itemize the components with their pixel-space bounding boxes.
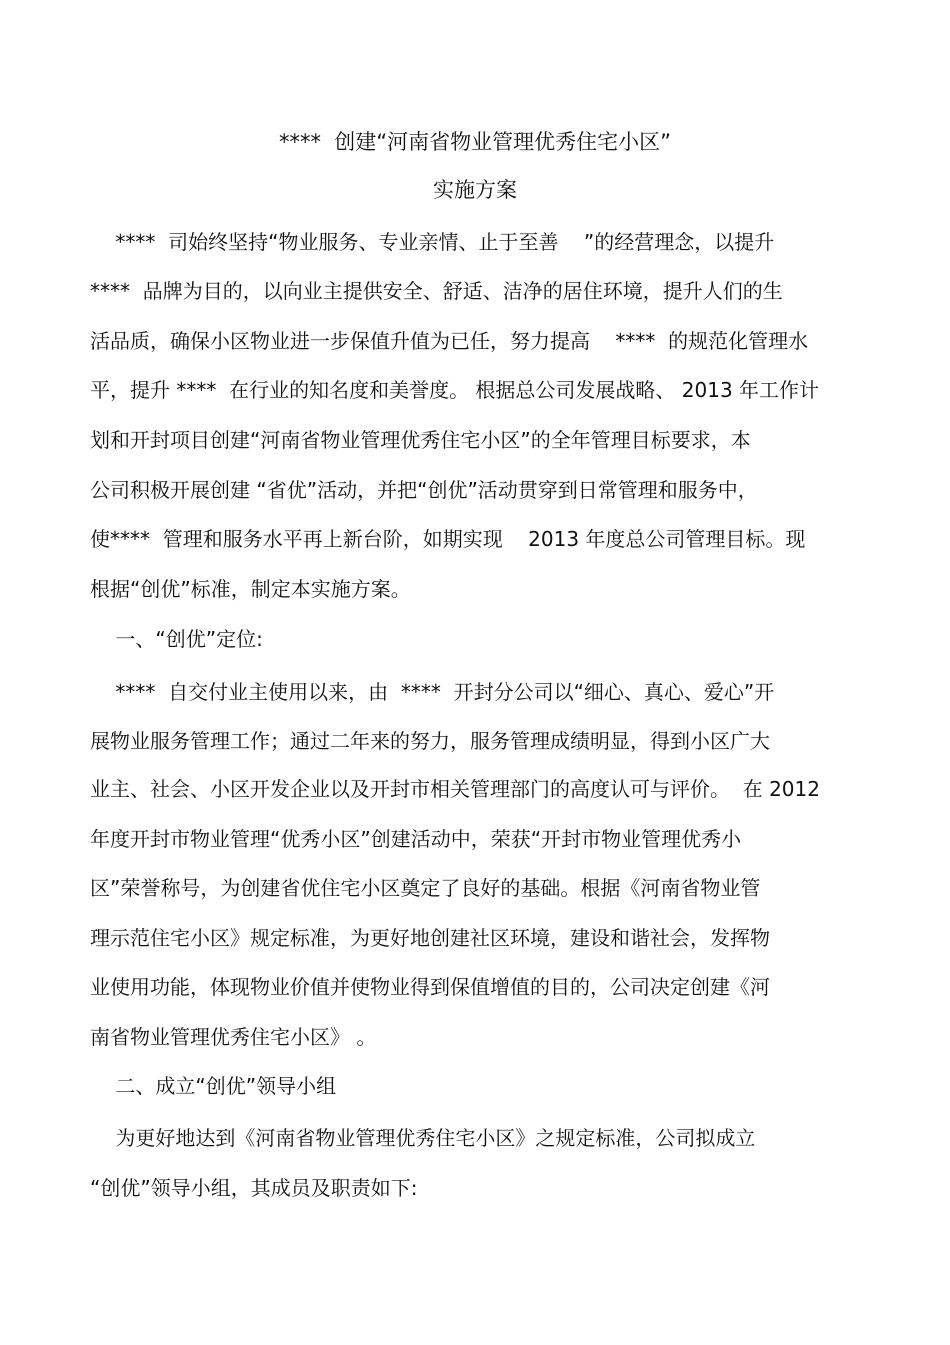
title-line-1: **** 创建“河南省物业管理优秀住宅小区” — [278, 130, 672, 154]
body-line: 业使用功能，体现物业价值并使物业得到保值增值的目的，公司决定创建《河 — [90, 975, 770, 999]
body-line: 南省物业管理优秀住宅小区》 。 — [90, 1025, 377, 1049]
body-line: 平，提升 **** 在行业的知名度和美誉度。 根据总公司发展战略、 2013 年工作计 — [90, 378, 820, 402]
title-line-2: 实施方案 — [433, 178, 517, 202]
section-heading-1: 一、“创优”定位: — [90, 627, 263, 651]
body-line: 活品质，确保小区物业进一步保值升值为已任，努力提高 **** 的规范化管理水 — [90, 329, 809, 353]
body-line: 区”荣誉称号，为创建省优住宅小区奠定了良好的基础。根据《河南省物业管 — [90, 876, 761, 900]
section-heading-2: 二、成立“创优”领导小组 — [90, 1074, 337, 1098]
body-line: 年度开封市物业管理“优秀小区”创建活动中，荣获“开封市物业管理优秀小 — [90, 827, 742, 851]
body-line: “创优”领导小组，其成员及职责如下: — [90, 1176, 418, 1200]
body-line: 公司积极开展创建 “省优”活动，并把“创优”活动贯穿到日常管理和服务中， — [90, 478, 758, 502]
body-line: 业主、社会、小区开发企业以及开封市相关管理部门的高度认可与评价。 在 2012 — [90, 777, 820, 801]
body-line: 划和开封项目创建“河南省物业管理优秀住宅小区”的全年管理目标要求，本 — [90, 428, 751, 452]
body-line: 理示范住宅小区》规定标准，为更好地创建社区环境，建设和谐社会，发挥物 — [90, 926, 770, 950]
body-line: **** 自交付业主使用以来，由 **** 开封分公司以“细心、真心、爱心”开 — [90, 680, 775, 704]
body-line: 根据“创优”标准，制定本实施方案。 — [90, 577, 411, 601]
body-line: 使**** 管理和服务水平再上新台阶，如期实现 2013 年度总公司管理目标。现 — [90, 527, 806, 551]
body-line: 展物业服务管理工作；通过二年来的努力，服务管理成绩明显，得到小区广大 — [90, 729, 770, 753]
body-line: 为更好地达到《河南省物业管理优秀住宅小区》之规定标准，公司拟成立 — [90, 1126, 756, 1150]
body-line: **** 司始终坚持“物业服务、专业亲情、止于至善 ”的经营理念，以提升 — [90, 230, 775, 254]
body-line: **** 品牌为目的，以向业主提供安全、舒适、洁净的居住环境，提升人们的生 — [90, 279, 783, 303]
